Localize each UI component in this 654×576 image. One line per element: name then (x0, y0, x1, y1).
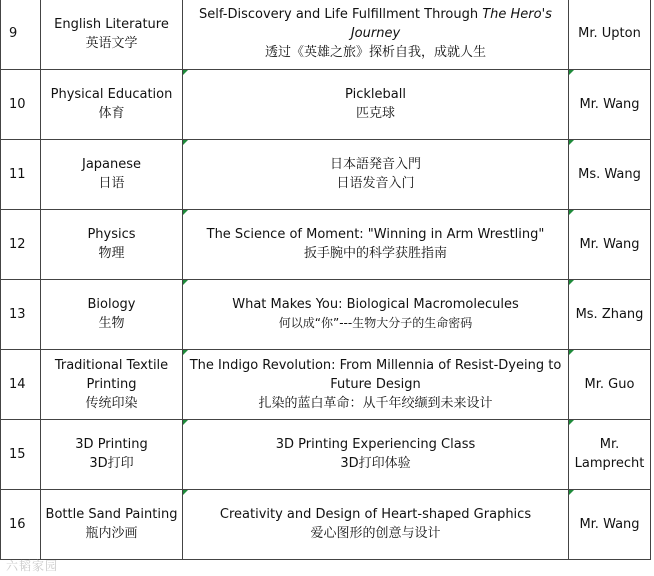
subject-cell (41, 279, 183, 349)
title-cn: 日语发音入门 (336, 176, 415, 191)
subject-en: Physics (87, 227, 136, 242)
comment-marker (569, 350, 574, 355)
title-cell (183, 419, 569, 489)
subject-cn: 生物 (98, 316, 125, 331)
table-row (1, 0, 651, 69)
teacher-cell (569, 489, 651, 559)
comment-marker (569, 490, 574, 495)
title-en: 日本語発音入門 (329, 157, 421, 172)
title-cn: 爱心图形的创意与设计 (310, 526, 441, 541)
comment-marker (569, 280, 574, 285)
title-cn: 扳手腕中的科学获胜指南 (303, 246, 447, 261)
teacher-name: Mr. Guo (584, 376, 635, 392)
title-cell (183, 69, 569, 139)
title-cell (183, 489, 569, 559)
comment-marker (183, 70, 188, 75)
title-cell (183, 279, 569, 349)
title-en: 3D Printing Experiencing Class (275, 437, 476, 452)
teacher-cell (569, 279, 651, 349)
title-en: The Indigo Revolution: From Millennia of Resist-Dyeing to Future Design (189, 357, 562, 392)
teacher-cell (569, 139, 651, 209)
table-row (1, 209, 651, 279)
title-cell (183, 349, 569, 419)
subject-cell (41, 0, 183, 69)
subject-cell (41, 419, 183, 489)
subject-cn: 瓶内沙画 (85, 526, 138, 541)
title-en: Pickleball (345, 87, 406, 102)
title-cn: 扎染的蓝白革命：从千年绞缬到未来设计 (258, 395, 493, 411)
comment-marker (183, 210, 188, 215)
row-number: 14 (1, 349, 41, 419)
title-cell (183, 0, 569, 69)
subject-cell (41, 69, 183, 139)
teacher-cell (569, 349, 651, 419)
subject-cn: 传统印染 (85, 395, 138, 411)
row-number: 9 (1, 0, 41, 69)
comment-marker (569, 70, 574, 75)
teacher-name: Ms. Wang (578, 166, 641, 182)
teacher-name: Mr. Wang (579, 236, 640, 252)
table-row (1, 69, 651, 139)
row-number: 10 (1, 69, 41, 139)
title-cell (183, 209, 569, 279)
title-en (187, 5, 564, 43)
subject-cn: 物理 (98, 246, 125, 261)
title-cn: 何以成“你”---生物大分子的生命密码 (278, 316, 473, 330)
teacher-cell (569, 419, 651, 489)
teacher-cell: Mr. Upton (569, 0, 651, 69)
table-row (1, 279, 651, 349)
title-cn: 3D打印体验 (340, 456, 411, 471)
comment-marker (183, 420, 188, 425)
subject-cell (41, 489, 183, 559)
subject-cell (41, 139, 183, 209)
subject-cn: 日语 (98, 176, 125, 191)
title-en-main: Self-Discovery and Life Fulfillment Through (199, 7, 479, 23)
title-en-italic: The Hero's Journey (350, 7, 552, 42)
comment-marker (183, 280, 188, 285)
subject-en: English Literature (54, 16, 169, 32)
comment-marker (569, 140, 574, 145)
teacher-name: Mr. Wang (579, 516, 640, 532)
title-en: What Makes You: Biological Macromolecules (232, 297, 519, 312)
teacher-name: Mr. Wang (579, 96, 640, 112)
title-en: The Science of Moment: "Winning in Arm Wrestling" (206, 227, 545, 242)
subject-en: Physical Education (50, 87, 173, 102)
comment-marker (183, 490, 188, 495)
row-number: 13 (1, 279, 41, 349)
teacher-cell (569, 209, 651, 279)
subject-cell (41, 209, 183, 279)
row-number: 11 (1, 139, 41, 209)
teacher-cell (569, 69, 651, 139)
teacher-name: Ms. Zhang (575, 306, 644, 322)
title-cell (183, 139, 569, 209)
comment-marker (569, 420, 574, 425)
subject-en: Bottle Sand Painting (45, 507, 178, 522)
subject-en: Japanese (81, 157, 142, 172)
subject-cell (41, 349, 183, 419)
teacher-name: Mr. Lamprecht (574, 437, 645, 471)
table-row (1, 349, 651, 419)
subject-en: Traditional Textile Printing (54, 357, 169, 392)
subject-cn: 英语文学 (85, 35, 138, 51)
title-cn: 匹克球 (355, 106, 395, 121)
comment-marker (183, 350, 188, 355)
row-number: 12 (1, 209, 41, 279)
subject-cn: 体育 (98, 106, 125, 121)
table-row (1, 419, 651, 489)
comment-marker (183, 140, 188, 145)
subject-en: 3D Printing (75, 437, 148, 452)
subject-en: Biology (87, 297, 136, 312)
row-number: 15 (1, 419, 41, 489)
comment-marker (569, 210, 574, 215)
table-row (1, 489, 651, 559)
watermark: 六韬家园 (6, 559, 59, 573)
title-cn: 透过《英雄之旅》探析自我，成就人生 (264, 45, 486, 61)
row-number: 16 (1, 489, 41, 559)
table-row (1, 139, 651, 209)
title-en: Creativity and Design of Heart-shaped Graphics (219, 507, 532, 522)
subject-cn: 3D打印 (89, 456, 134, 471)
